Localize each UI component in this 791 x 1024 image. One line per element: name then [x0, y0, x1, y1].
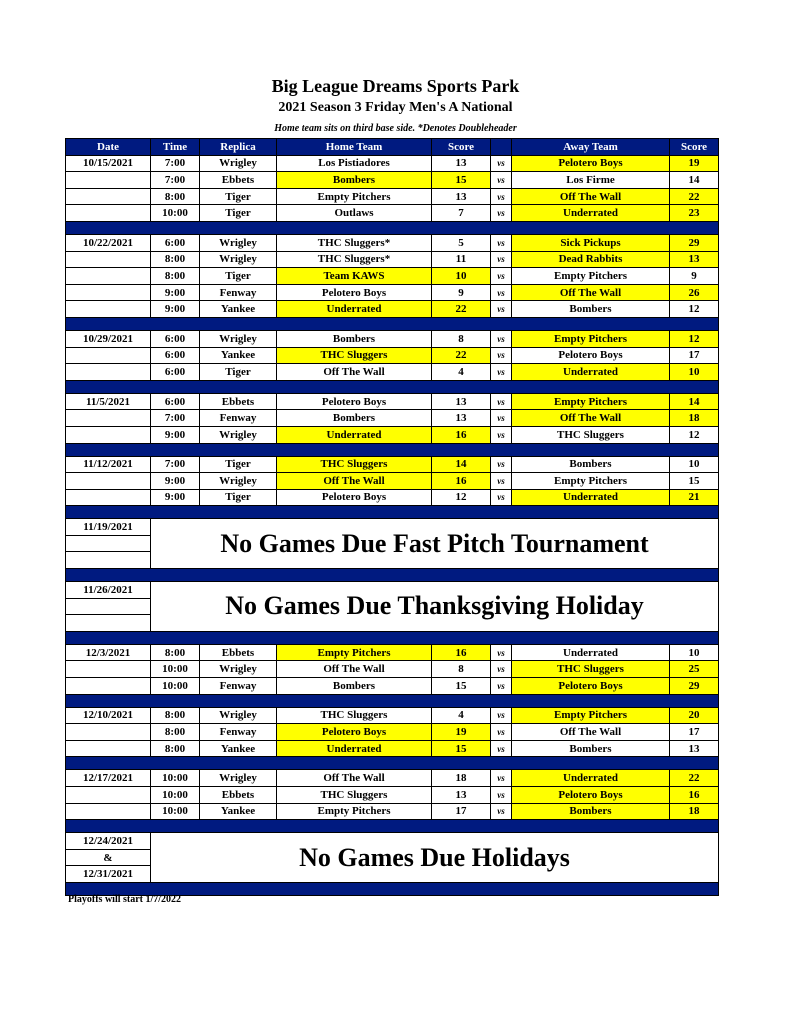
game-field: Ebbets: [200, 787, 277, 804]
away-team: THC Sluggers: [512, 661, 670, 678]
home-score: 8: [432, 661, 491, 678]
away-score: 29: [670, 234, 719, 251]
home-score: 14: [432, 456, 491, 473]
separator-bar: [66, 820, 719, 833]
game-time: 8:00: [151, 251, 200, 268]
week-separator: [66, 221, 719, 234]
away-team: Underrated: [512, 489, 670, 506]
page-title: Big League Dreams Sports Park: [271, 76, 520, 96]
vs-label: vs: [491, 364, 512, 381]
game-date: [66, 740, 151, 757]
game-field: Wrigley: [200, 770, 277, 787]
away-team: Empty Pitchers: [512, 473, 670, 490]
playoffs-note: Playoffs will start 1/7/2022: [68, 894, 182, 905]
home-team: Off The Wall: [277, 770, 432, 787]
home-score: 15: [432, 172, 491, 189]
game-time: 10:00: [151, 205, 200, 222]
home-team: Bombers: [277, 330, 432, 347]
game-field: Fenway: [200, 678, 277, 695]
game-time: 8:00: [151, 707, 200, 724]
separator-bar: [66, 443, 719, 456]
home-score: 16: [432, 473, 491, 490]
week-separator: [66, 820, 719, 833]
game-row: [66, 678, 719, 695]
vs-label: vs: [491, 661, 512, 678]
vs-label: vs: [491, 787, 512, 804]
game-row: [66, 426, 719, 443]
game-date: 12/3/2021: [66, 644, 151, 661]
game-time: 10:00: [151, 661, 200, 678]
home-score: 17: [432, 803, 491, 820]
game-date: [66, 678, 151, 695]
away-team: Empty Pitchers: [512, 393, 670, 410]
away-score: 18: [670, 410, 719, 427]
home-score: 9: [432, 284, 491, 301]
game-field: Tiger: [200, 205, 277, 222]
week-separator: [66, 631, 719, 644]
home-team: Off The Wall: [277, 661, 432, 678]
game-field: Wrigley: [200, 426, 277, 443]
away-score: 14: [670, 393, 719, 410]
game-field: Ebbets: [200, 172, 277, 189]
home-score: 13: [432, 155, 491, 172]
schedule-note: Home team sits on third base side. *Denotes Doubleheader: [274, 123, 517, 134]
home-team: THC Sluggers: [277, 787, 432, 804]
page-subtitle: 2021 Season 3 Friday Men's A National: [278, 100, 513, 115]
away-team: Sick Pickups: [512, 234, 670, 251]
home-score: 13: [432, 393, 491, 410]
vs-label: vs: [491, 268, 512, 285]
separator-bar: [66, 380, 719, 393]
game-row: [66, 770, 719, 787]
game-row: [66, 188, 719, 205]
vs-label: vs: [491, 426, 512, 443]
away-score: 19: [670, 155, 719, 172]
away-score: 10: [670, 456, 719, 473]
game-row: [66, 456, 719, 473]
away-score: 9: [670, 268, 719, 285]
home-score: 11: [432, 251, 491, 268]
col-away-team-header: Away Team: [512, 139, 670, 156]
game-date: [66, 803, 151, 820]
home-team: Bombers: [277, 172, 432, 189]
home-team: Los Pistiadores: [277, 155, 432, 172]
away-team: Underrated: [512, 364, 670, 381]
vs-label: vs: [491, 724, 512, 741]
schedule-table: [65, 138, 719, 896]
game-time: 8:00: [151, 724, 200, 741]
game-date: [66, 410, 151, 427]
vs-label: vs: [491, 678, 512, 695]
home-score: 4: [432, 707, 491, 724]
vs-label: vs: [491, 740, 512, 757]
game-row: [66, 364, 719, 381]
away-team: Pelotero Boys: [512, 347, 670, 364]
vs-label: vs: [491, 803, 512, 820]
vs-label: vs: [491, 410, 512, 427]
home-score: 13: [432, 188, 491, 205]
home-team: Pelotero Boys: [277, 393, 432, 410]
away-score: 26: [670, 284, 719, 301]
home-team: Pelotero Boys: [277, 724, 432, 741]
game-date: [66, 284, 151, 301]
game-date: [66, 787, 151, 804]
game-row: [66, 251, 719, 268]
home-score: 19: [432, 724, 491, 741]
vs-label: vs: [491, 456, 512, 473]
game-date: 11/5/2021: [66, 393, 151, 410]
away-score: 21: [670, 489, 719, 506]
game-field: Fenway: [200, 410, 277, 427]
away-team: Empty Pitchers: [512, 707, 670, 724]
game-date: [66, 251, 151, 268]
home-team: THC Sluggers: [277, 347, 432, 364]
game-date: [66, 364, 151, 381]
week-separator: [66, 380, 719, 393]
game-field: Wrigley: [200, 473, 277, 490]
game-time: 10:00: [151, 803, 200, 820]
game-date: 10/15/2021: [66, 155, 151, 172]
home-team: Pelotero Boys: [277, 284, 432, 301]
game-field: Yankee: [200, 740, 277, 757]
game-row: [66, 740, 719, 757]
game-field: Wrigley: [200, 330, 277, 347]
home-score: 13: [432, 787, 491, 804]
away-team: Underrated: [512, 205, 670, 222]
game-time: 10:00: [151, 787, 200, 804]
game-row: [66, 724, 719, 741]
away-score: 29: [670, 678, 719, 695]
away-team: Bombers: [512, 456, 670, 473]
away-team: Pelotero Boys: [512, 678, 670, 695]
home-score: 22: [432, 301, 491, 318]
game-row: [66, 787, 719, 804]
game-date: [66, 724, 151, 741]
away-team: Underrated: [512, 644, 670, 661]
away-team: Pelotero Boys: [512, 787, 670, 804]
game-date: [66, 172, 151, 189]
game-row: [66, 284, 719, 301]
game-field: Yankee: [200, 301, 277, 318]
away-team: Pelotero Boys: [512, 155, 670, 172]
game-row: [66, 661, 719, 678]
game-time: 9:00: [151, 284, 200, 301]
game-row: [66, 234, 719, 251]
vs-label: vs: [491, 644, 512, 661]
game-date: 10/22/2021: [66, 234, 151, 251]
game-time: 7:00: [151, 172, 200, 189]
no-games-message: No Games Due Thanksgiving Holiday: [151, 582, 719, 632]
home-score: 15: [432, 678, 491, 695]
vs-label: vs: [491, 770, 512, 787]
separator-bar: [66, 631, 719, 644]
vs-label: vs: [491, 347, 512, 364]
away-team: Off The Wall: [512, 724, 670, 741]
separator-bar: [66, 569, 719, 582]
away-team: Empty Pitchers: [512, 330, 670, 347]
game-time: 7:00: [151, 456, 200, 473]
separator-bar: [66, 694, 719, 707]
away-score: 23: [670, 205, 719, 222]
away-score: 15: [670, 473, 719, 490]
game-date: 12/24/2021: [66, 833, 151, 850]
home-score: 16: [432, 426, 491, 443]
game-row: [66, 301, 719, 318]
game-time: 6:00: [151, 234, 200, 251]
week-separator: [66, 757, 719, 770]
away-score: 14: [670, 172, 719, 189]
away-team: Bombers: [512, 740, 670, 757]
game-date: 12/17/2021: [66, 770, 151, 787]
away-team: Empty Pitchers: [512, 268, 670, 285]
away-score: 17: [670, 724, 719, 741]
away-score: 12: [670, 426, 719, 443]
home-score: 15: [432, 740, 491, 757]
away-score: 12: [670, 330, 719, 347]
away-score: 10: [670, 364, 719, 381]
game-row: [66, 410, 719, 427]
home-team: Underrated: [277, 301, 432, 318]
vs-label: vs: [491, 301, 512, 318]
col-replica-header: Replica: [200, 139, 277, 156]
no-games-message: No Games Due Fast Pitch Tournament: [151, 519, 719, 569]
home-score: 8: [432, 330, 491, 347]
away-score: 17: [670, 347, 719, 364]
vs-label: vs: [491, 172, 512, 189]
game-date: [66, 552, 151, 569]
home-score: 4: [432, 364, 491, 381]
separator-bar: [66, 757, 719, 770]
game-row: [66, 155, 719, 172]
game-row: [66, 803, 719, 820]
game-date: 11/19/2021: [66, 519, 151, 536]
game-time: 9:00: [151, 301, 200, 318]
game-field: Tiger: [200, 188, 277, 205]
away-score: 25: [670, 661, 719, 678]
away-score: 13: [670, 740, 719, 757]
home-score: 5: [432, 234, 491, 251]
vs-label: vs: [491, 155, 512, 172]
home-team: THC Sluggers*: [277, 251, 432, 268]
game-date: [66, 301, 151, 318]
separator-bar: [66, 221, 719, 234]
game-date: [66, 426, 151, 443]
home-team: Empty Pitchers: [277, 803, 432, 820]
game-time: 9:00: [151, 426, 200, 443]
home-score: 18: [432, 770, 491, 787]
away-team: Bombers: [512, 803, 670, 820]
home-team: THC Sluggers: [277, 707, 432, 724]
home-score: 16: [432, 644, 491, 661]
game-time: 8:00: [151, 644, 200, 661]
away-score: 22: [670, 188, 719, 205]
week-separator: [66, 317, 719, 330]
away-team: Los Firme: [512, 172, 670, 189]
game-row: [66, 489, 719, 506]
away-team: Off The Wall: [512, 188, 670, 205]
header-row: [66, 139, 719, 156]
game-field: Wrigley: [200, 707, 277, 724]
home-team: Off The Wall: [277, 364, 432, 381]
vs-label: vs: [491, 205, 512, 222]
no-games-message: No Games Due Holidays: [151, 833, 719, 883]
vs-label: vs: [491, 251, 512, 268]
home-team: THC Sluggers: [277, 456, 432, 473]
game-time: 8:00: [151, 188, 200, 205]
game-date: [66, 268, 151, 285]
game-date: 12/31/2021: [66, 866, 151, 883]
vs-label: vs: [491, 489, 512, 506]
home-team: Underrated: [277, 740, 432, 757]
game-field: Tiger: [200, 268, 277, 285]
no-games-row: [66, 833, 719, 850]
vs-label: vs: [491, 707, 512, 724]
game-field: Tiger: [200, 364, 277, 381]
game-date: [66, 489, 151, 506]
game-row: [66, 330, 719, 347]
game-time: 9:00: [151, 489, 200, 506]
game-field: Fenway: [200, 284, 277, 301]
game-date: 11/26/2021: [66, 582, 151, 599]
away-score: 20: [670, 707, 719, 724]
col-away-score-header: Score: [670, 139, 719, 156]
week-separator: [66, 694, 719, 707]
week-separator: [66, 569, 719, 582]
game-field: Wrigley: [200, 234, 277, 251]
game-date: [66, 205, 151, 222]
home-team: Team KAWS: [277, 268, 432, 285]
game-date: &: [66, 849, 151, 866]
home-team: Empty Pitchers: [277, 644, 432, 661]
game-date: 11/12/2021: [66, 456, 151, 473]
game-time: 7:00: [151, 155, 200, 172]
game-date: 12/10/2021: [66, 707, 151, 724]
away-score: 10: [670, 644, 719, 661]
no-games-row: [66, 519, 719, 536]
away-team: Underrated: [512, 770, 670, 787]
separator-bar: [66, 506, 719, 519]
away-team: Off The Wall: [512, 284, 670, 301]
home-team: Pelotero Boys: [277, 489, 432, 506]
home-team: Underrated: [277, 426, 432, 443]
away-team: Dead Rabbits: [512, 251, 670, 268]
vs-label: vs: [491, 330, 512, 347]
home-team: Empty Pitchers: [277, 188, 432, 205]
game-row: [66, 707, 719, 724]
home-team: Outlaws: [277, 205, 432, 222]
home-score: 12: [432, 489, 491, 506]
game-date: 10/29/2021: [66, 330, 151, 347]
game-date: [66, 661, 151, 678]
game-row: [66, 268, 719, 285]
col-home-score-header: Score: [432, 139, 491, 156]
col-home-team-header: Home Team: [277, 139, 432, 156]
game-field: Ebbets: [200, 644, 277, 661]
game-time: 8:00: [151, 740, 200, 757]
away-team: THC Sluggers: [512, 426, 670, 443]
game-time: 6:00: [151, 364, 200, 381]
home-team: Bombers: [277, 678, 432, 695]
col-vs-header: [491, 139, 512, 156]
home-score: 7: [432, 205, 491, 222]
home-score: 10: [432, 268, 491, 285]
away-score: 13: [670, 251, 719, 268]
vs-label: vs: [491, 188, 512, 205]
away-score: 16: [670, 787, 719, 804]
game-time: 6:00: [151, 330, 200, 347]
away-score: 22: [670, 770, 719, 787]
game-row: [66, 205, 719, 222]
game-field: Yankee: [200, 803, 277, 820]
col-time-header: Time: [151, 139, 200, 156]
separator-bar: [66, 317, 719, 330]
vs-label: vs: [491, 234, 512, 251]
no-games-row: [66, 582, 719, 599]
game-date: [66, 347, 151, 364]
game-date: [66, 615, 151, 632]
game-row: [66, 172, 719, 189]
game-field: Wrigley: [200, 155, 277, 172]
vs-label: vs: [491, 393, 512, 410]
game-date: [66, 473, 151, 490]
game-time: 9:00: [151, 473, 200, 490]
game-row: [66, 644, 719, 661]
game-field: Wrigley: [200, 661, 277, 678]
game-field: Wrigley: [200, 251, 277, 268]
away-score: 18: [670, 803, 719, 820]
game-field: Tiger: [200, 456, 277, 473]
home-score: 22: [432, 347, 491, 364]
home-team: Off The Wall: [277, 473, 432, 490]
game-row: [66, 347, 719, 364]
game-row: [66, 473, 719, 490]
home-team: Bombers: [277, 410, 432, 427]
game-time: 6:00: [151, 393, 200, 410]
game-date: [66, 535, 151, 552]
game-time: 8:00: [151, 268, 200, 285]
away-score: 12: [670, 301, 719, 318]
vs-label: vs: [491, 473, 512, 490]
game-field: Yankee: [200, 347, 277, 364]
game-time: 10:00: [151, 678, 200, 695]
home-team: THC Sluggers*: [277, 234, 432, 251]
game-row: [66, 393, 719, 410]
vs-label: vs: [491, 284, 512, 301]
game-time: 6:00: [151, 347, 200, 364]
week-separator: [66, 443, 719, 456]
game-date: [66, 188, 151, 205]
game-field: Fenway: [200, 724, 277, 741]
game-time: 7:00: [151, 410, 200, 427]
game-time: 10:00: [151, 770, 200, 787]
week-separator: [66, 506, 719, 519]
away-team: Off The Wall: [512, 410, 670, 427]
game-date: [66, 598, 151, 615]
home-score: 13: [432, 410, 491, 427]
game-field: Ebbets: [200, 393, 277, 410]
game-field: Tiger: [200, 489, 277, 506]
away-team: Bombers: [512, 301, 670, 318]
col-date-header: Date: [66, 139, 151, 156]
